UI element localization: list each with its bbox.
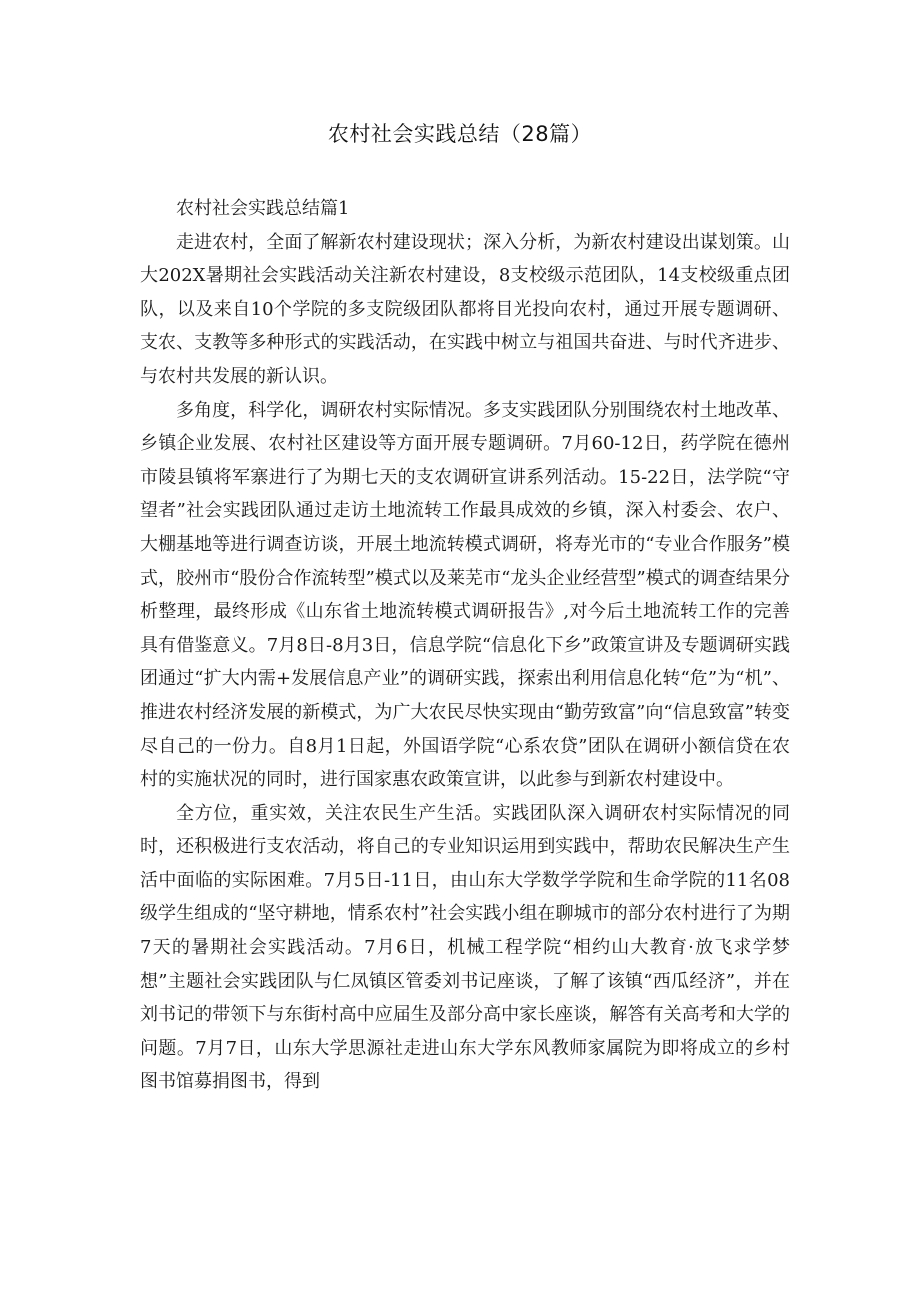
section-heading: 农村社会实践总结篇1 [176,198,350,219]
document-body [140,192,790,1099]
paragraph-1: 走进农村，全面了解新农村建设现状；深入分析，为新农村建设出谋划策。山大202X暑期社会实践活动关注新农村建设，8支校级示范团队，14支校级重点团队，以及来自10个学院的多支院级团队都将目光投向农村，通过开展专题调研、支农、支教等多种形式的实践活动，在实践中树立与祖国共奋进、与时代齐进步、与农村共发展的新认识。 [140,231,790,387]
paragraph-3: 全方位，重实效，关注农民生产生活。实践团队深入调研农村实际情况的同时，还积极进行支农活动，将自己的专业知识运用到实践中，帮助农民解决生产生活中面临的实际困难。7月5日-11日，由山东大学数学学院和生命学院的11名08级学生组成的“坚守耕地，情系农村”社会实践小组在聊城市的部分农村进行了为期7天的暑期社会实践活动。7月6日，机械工程学院“相约山大教育·放飞求学梦想”主题社会实践团队与仁凤镇区管委刘书记座谈，了解了该镇“西瓜经济”，并在刘书记的带领下与东街村高中应届生及部分高中家长座谈，解答有关高考和大学的问题。7月7日，山东大学思源社走进山东大学东风教师家属院为即将成立的乡村图书馆募捐图书，得到 [140,802,790,1093]
paragraph-2: 多角度，科学化，调研农村实际情况。多支实践团队分别围绕农村土地改革、乡镇企业发展、农村社区建设等方面开展专题调研。7月60-12日，药学院在德州市陵县镇将军寨进行了为期七天的支农调研宣讲系列活动。15-22日，法学院“守望者”社会实践团队通过走访土地流转工作最具成效的乡镇，深入村委会、农户、大棚基地等进行调查访谈，开展土地流转模式调研，将寿光市的“专业合作服务”模式，胶州市“股份合作流转型”模式以及莱芜市“龙头企业经营型”模式的调查结果分析整理，最终形成《山东省土地流转模式调研报告》,对今后土地流转工作的完善具有借鉴意义。7月8日-8月3日，信息学院“信息化下乡”政策宣讲及专题调研实践团通过“扩大内需+发展信息产业”的调研实践，探索出利用信息化转“危”为“机”、推进农村经济发展的新模式，为广大农民尽快实现由“勤劳致富”向“信息致富”转变尽自己的一份力。自8月1日起，外国语学院“心系农贷”团队在调研小额信贷在农村的实施状况的同时，进行国家惠农政策宣讲，以此参与到新农村建设中。 [140,399,790,791]
document-title: 农村社会实践总结（28篇） [327,122,593,146]
